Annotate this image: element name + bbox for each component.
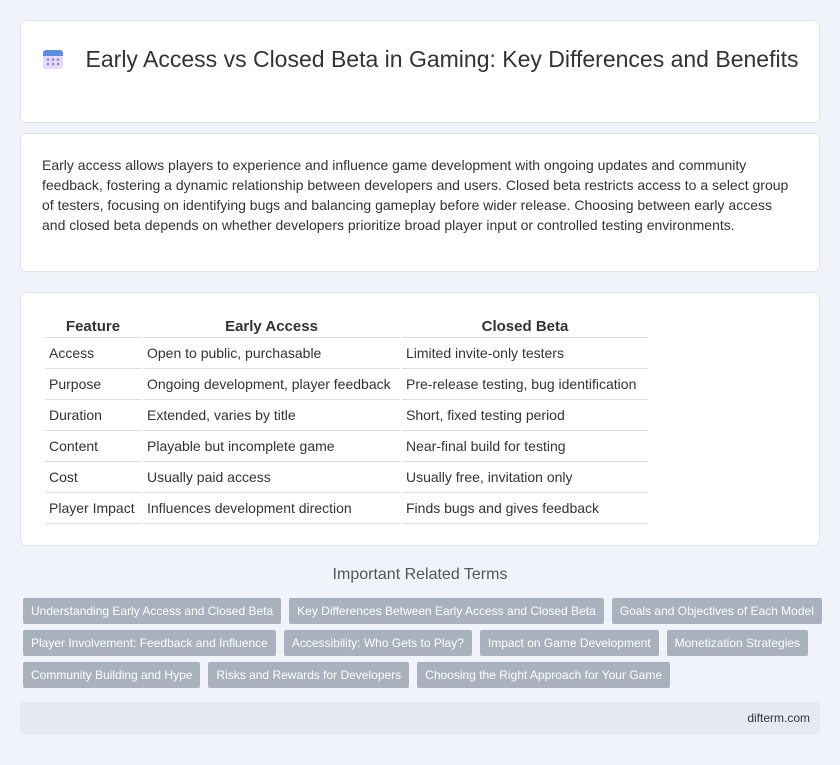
closed-beta-cell: Usually free, invitation only — [402, 462, 648, 493]
table-row — [45, 400, 648, 431]
page-title: Early Access vs Closed Beta in Gaming: Key Differences and Benefits — [85, 46, 799, 72]
related-terms-tags — [23, 598, 823, 694]
table-header-row — [45, 315, 648, 338]
related-terms-title: Important Related Terms — [332, 566, 508, 583]
comparison-table — [43, 315, 650, 524]
related-term-tag[interactable]: Accessibility: Who Gets to Play? — [284, 630, 472, 656]
related-term-tag[interactable]: Key Differences Between Early Access and Closed Beta — [289, 598, 604, 624]
feature-cell: Cost — [45, 462, 141, 493]
closed-beta-cell: Limited invite-only testers — [402, 338, 648, 369]
footer-site-link[interactable]: difterm.com — [747, 711, 810, 725]
footer-bar — [20, 702, 820, 734]
closed-beta-cell: Finds bugs and gives feedback — [402, 493, 648, 524]
early-access-cell: Open to public, purchasable — [143, 338, 400, 369]
comparison-table-card — [20, 292, 820, 546]
related-term-tag[interactable]: Impact on Game Development — [480, 630, 659, 656]
intro-card — [20, 133, 820, 272]
table-row — [45, 369, 648, 400]
early-access-cell: Ongoing development, player feedback — [143, 369, 400, 400]
header-early-access: Early Access — [143, 315, 400, 338]
page-title-wrap — [21, 45, 819, 74]
early-access-cell: Influences development direction — [143, 493, 400, 524]
closed-beta-cell: Short, fixed testing period — [402, 400, 648, 431]
feature-cell: Content — [45, 431, 141, 462]
feature-cell: Duration — [45, 400, 141, 431]
related-term-tag[interactable]: Risks and Rewards for Developers — [208, 662, 409, 688]
feature-cell: Purpose — [45, 369, 141, 400]
related-term-tag[interactable]: Goals and Objectives of Each Model — [612, 598, 822, 624]
intro-text: Early access allows players to experience and influence game development with ongoing updates and community feedback, fostering a dynamic relationship between developers and users. Closed beta restricts access to a select group of testers, focusing on identifying bugs and balancing gameplay before wider release. Choosing between early access and closed beta depends on whether developers prioritize broad player input or controlled testing environments. — [42, 157, 789, 233]
table-row — [45, 462, 648, 493]
tag-row — [23, 598, 823, 624]
table-row — [45, 493, 648, 524]
related-term-tag[interactable]: Monetization Strategies — [667, 630, 808, 656]
tag-row — [23, 630, 823, 656]
related-term-tag[interactable]: Community Building and Hype — [23, 662, 200, 688]
related-term-tag[interactable]: Understanding Early Access and Closed Beta — [23, 598, 281, 624]
header-card — [20, 20, 820, 123]
early-access-cell: Usually paid access — [143, 462, 400, 493]
table-row — [45, 431, 648, 462]
table-row — [45, 338, 648, 369]
feature-cell: Access — [45, 338, 141, 369]
related-term-tag[interactable]: Choosing the Right Approach for Your Game — [417, 662, 670, 688]
closed-beta-cell: Pre-release testing, bug identification — [402, 369, 648, 400]
feature-cell: Player Impact — [45, 493, 141, 524]
related-term-tag[interactable]: Player Involvement: Feedback and Influence — [23, 630, 276, 656]
early-access-cell: Playable but incomplete game — [143, 431, 400, 462]
calendar-icon — [42, 48, 64, 70]
header-feature: Feature — [45, 315, 141, 338]
tag-row — [23, 662, 823, 688]
header-closed-beta: Closed Beta — [402, 315, 648, 338]
early-access-cell: Extended, varies by title — [143, 400, 400, 431]
closed-beta-cell: Near-final build for testing — [402, 431, 648, 462]
